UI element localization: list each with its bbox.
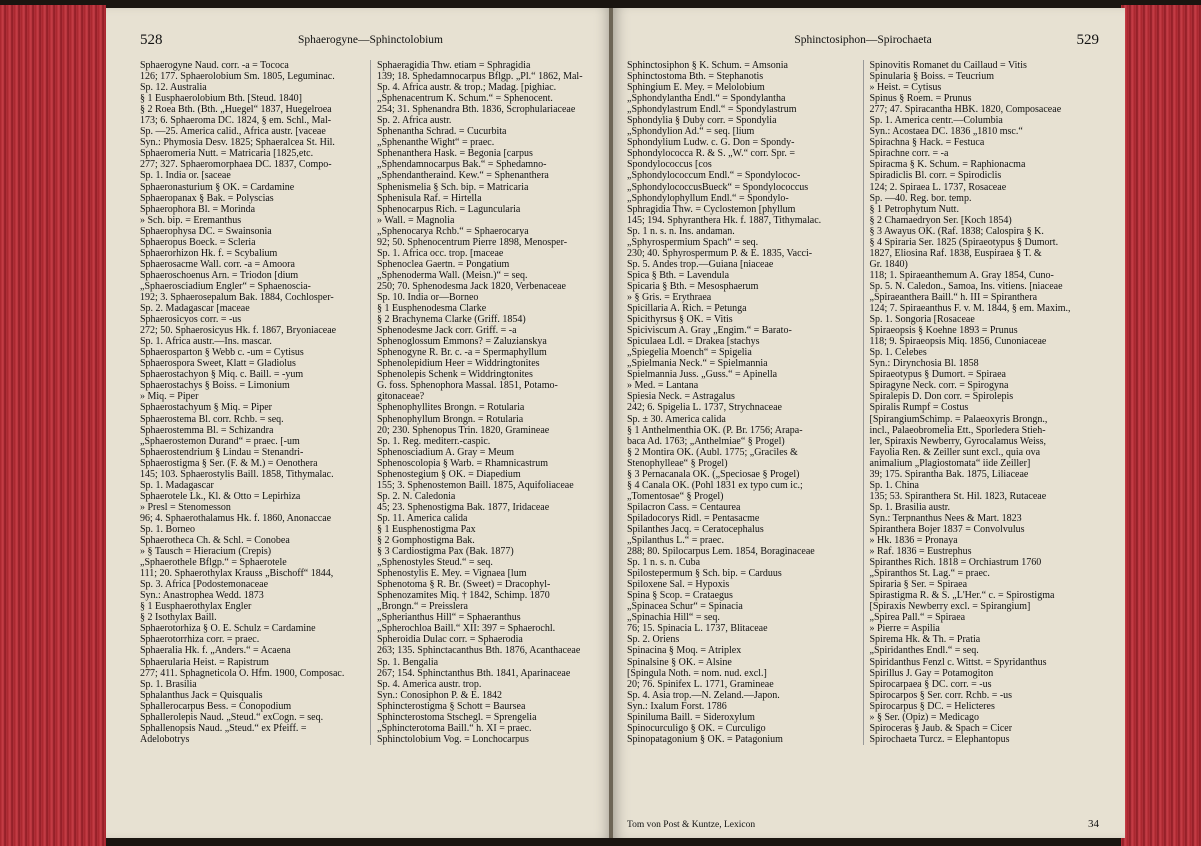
entry-line: 145; 194. Sphyranthera Hk. f. 1887, Tithymalac. bbox=[627, 214, 822, 226]
entry-line: 135; 53. Spiranthera St. Hil. 1823, Rutaceae bbox=[869, 490, 1047, 502]
entry-line: 139; 18. Sphedamnocarpus Bflgp. „Pl.“ 1862, Mal- bbox=[377, 71, 583, 83]
entry-line: Spiranthera Bojer 1837 = Convolvulus bbox=[869, 523, 1025, 535]
entry-line: Spirillus J. Gay = Potamogiton bbox=[869, 667, 994, 679]
entry-line: Sphinctostoma Bth. = Stephanotis bbox=[627, 71, 764, 83]
entry-line: Sphenosciadium A. Gray = Meum bbox=[377, 446, 515, 458]
entry-line: Syn.: Anastrophea Wedd. 1873 bbox=[140, 590, 264, 602]
entry-line: Spicillaria A. Rich. = Petunga bbox=[627, 303, 747, 315]
entry-line: Sphaerotheca Ch. & Schl. = Conobea bbox=[140, 535, 290, 547]
entry-line: Sphaeroschoenus Arn. = Triodon [dium bbox=[140, 269, 299, 281]
left-page-number: 528 bbox=[140, 32, 163, 48]
entry-line: „Brongn.“ = Preisslera bbox=[377, 601, 468, 613]
entry-line: Sphenismelia § Sch. bip. = Matricaria bbox=[377, 181, 529, 193]
entry-line: Sphaerotorrhiza corr. = praec. bbox=[140, 634, 260, 646]
entry-line: Sphaerorhizon Hk. f. = Scybalium bbox=[140, 247, 278, 259]
entry-line: Sphenolepis Schenk = Widdringtonites bbox=[377, 369, 533, 381]
entry-line: » Sch. bip. = Eremanthus bbox=[140, 214, 242, 226]
entry-line: Sp. 2. N. Caledonia bbox=[377, 490, 456, 502]
entry-line: 250; 70. Sphenodesma Jack 1820, Verbenaceae bbox=[377, 280, 566, 292]
entry-line: Sphenostylis E. Mey. = Vignaea [lum bbox=[377, 568, 527, 580]
entry-line: Spiralis Rumpf = Costus bbox=[869, 402, 969, 414]
entry-line: Spiradiclis Bl. corr. = Spirodiclis bbox=[869, 170, 1002, 182]
entry-line: Fayolia Ren. & Zeiller sunt excl., quia ova bbox=[869, 446, 1041, 458]
entry-line: Sphenocarpus Rich. = Laguncularia bbox=[377, 203, 521, 215]
entry-line: Spiciviscum A. Gray „Engim.“ = Barato- bbox=[627, 325, 792, 337]
entry-line: animalium „Plagiostomata“ iide Zeiller] bbox=[869, 457, 1031, 469]
entry-line: Sp. 12. Australia bbox=[140, 82, 207, 94]
entry-line: „Sphaerothele Bflgp.“ = Sphaerotele bbox=[140, 557, 287, 569]
entry-line: Spiranthes Rich. 1818 = Orchiastrum 1760 bbox=[869, 557, 1042, 569]
entry-line: Sphaerosparton § Webb c. -um = Cytisus bbox=[140, 347, 304, 359]
entry-line: 96; 4. Sphaerothalamus Hk. f. 1860, Anonaccae bbox=[140, 512, 332, 524]
entry-line: „Sphenoderma Wall. (Meisn.)“ = seq. bbox=[377, 269, 528, 281]
signature-mark: 34 bbox=[1088, 818, 1099, 830]
entry-line: Sp. 1. Brasilia bbox=[140, 678, 197, 690]
entry-line: „Sphenostyles Steud.“ = seq. bbox=[377, 557, 493, 569]
entry-line: Sp. ± 30. America calida bbox=[627, 413, 726, 425]
entry-line: „Spilanthus L.“ = praec. bbox=[627, 535, 724, 547]
entry-line: „Spinacea Schur“ = Spinacia bbox=[627, 601, 743, 613]
entry-line: § 4 Canala OK. (Pohl 1831 ex typo cum ic.; bbox=[627, 479, 803, 491]
entry-line: Sphaerostachyon § Miq. c. Baill. = -yum bbox=[140, 369, 304, 381]
entry-line: Sp. 1. Bengalia bbox=[377, 656, 439, 668]
entry-line: „Spielmania Neck.“ = Spielmannia bbox=[627, 358, 768, 370]
entry-line: § 1 Petrophytum Nutt. bbox=[869, 203, 959, 215]
entry-line: 277; 411. Sphagneticola O. Hfm. 1900, Composac. bbox=[140, 667, 345, 679]
entry-line: Spinus § Roem. = Prunus bbox=[869, 93, 972, 105]
entry-line: Spicithyrsus § OK. = Vitis bbox=[627, 314, 733, 326]
entry-line: [Spingula Noth. = nom. nud. excl.] bbox=[627, 667, 767, 679]
entry-line: 20; 230. Sphenopus Trin. 1820, Gramineae bbox=[377, 424, 550, 436]
entry-line: „Sphaerosciadium Engler“ = Sphaenoscia- bbox=[140, 280, 311, 292]
entry-line: „Tomentosae“ § Progel) bbox=[627, 490, 724, 502]
entry-line: gitonaceae? bbox=[377, 391, 425, 403]
entry-line: § 4 Spiraria Ser. 1825 (Spiraeotypus § Dumort. bbox=[869, 236, 1059, 248]
entry-line: Sphaerosicyos corr. = -us bbox=[140, 314, 242, 326]
entry-line: Sphaerostachys § Boiss. = Limonium bbox=[140, 380, 290, 392]
entry-line: Sphallenopsis Naud. „Steud.“ ex Pfeiff. = bbox=[140, 722, 307, 734]
entry-line: „Spinachia Hill“ = seq. bbox=[627, 612, 720, 624]
entry-line: Syn.: Phymosia Desv. 1825; Sphaeralcea St. Hil. bbox=[140, 137, 335, 149]
entry-line: Sp. 5. Andes trop.—Guiana [niaceae bbox=[627, 258, 774, 270]
entry-line: Sphenostegium § OK. = Diapedium bbox=[377, 468, 521, 480]
entry-line: Sphenophyllites Brongn. = Rotularia bbox=[377, 402, 525, 414]
entry-line: „Spiridanthes Endl.“ = seq. bbox=[869, 645, 979, 657]
entry-line: § 2 Brachynema Clarke (Griff. 1854) bbox=[377, 314, 526, 326]
entry-line: § 1 Eusphaerothylax Engler bbox=[140, 601, 252, 613]
entry-line: Spiniluma Baill. = Sideroxylum bbox=[627, 711, 755, 723]
entry-line: „Sphendamnocarpus Bak.“ = Sphedamno- bbox=[377, 159, 547, 171]
entry-line: Syn.: Acostaea DC. 1836 „1810 msc.“ bbox=[869, 126, 1023, 138]
entry-line: Spirocarpus § DC. = Helicteres bbox=[869, 700, 995, 712]
entry-line: „Sphondylantha Endl.“ = Spondylantha bbox=[627, 93, 786, 105]
entry-line: Sp. 2. Madagascar [maceae bbox=[140, 303, 250, 315]
entry-line: » § Ser. (Opiz) = Medicago bbox=[869, 711, 980, 723]
entry-line: Sphallerocarpus Bess. = Conopodium bbox=[140, 700, 292, 712]
entry-line: Sphallerolepis Naud. „Steud.“ exCogn. = seq. bbox=[140, 711, 324, 723]
entry-line: Sphaerularia Heist. = Rapistrum bbox=[140, 656, 269, 668]
entry-line: § 2 Gomphostigma Bak. bbox=[377, 535, 475, 547]
entry-line: Sphenoscolopia § Warb. = Rhamnicastrum bbox=[377, 457, 549, 469]
entry-line: Sp. 1. Africa austr.—Ins. mascar. bbox=[140, 336, 272, 348]
entry-line: Sp. 1. Brasilia austr. bbox=[869, 501, 951, 513]
entry-line: » § Gris. = Erythraea bbox=[627, 291, 712, 303]
entry-line: Sp. 1. Celebes bbox=[869, 347, 927, 359]
left-column-2 bbox=[370, 60, 601, 745]
entry-line: Spirema Hk. & Th. = Pratia bbox=[869, 634, 981, 646]
book-edge-left bbox=[0, 5, 106, 846]
entry-line: 126; 177. Sphaerolobium Sm. 1805, Leguminac. bbox=[140, 71, 335, 83]
entry-line: Sp. 1. Borneo bbox=[140, 523, 195, 535]
entry-line: 111; 20. Sphaerothylax Krauss „Bischoff“ 1844, bbox=[140, 568, 334, 580]
footer-imprint: Tom von Post & Kuntze, Lexicon bbox=[627, 820, 756, 830]
entry-line: Spheroidia Dulac corr. = Sphaerodia bbox=[377, 634, 523, 646]
entry-line: G. foss. Sphenophora Massal. 1851, Potamo- bbox=[377, 380, 558, 392]
entry-line: „Sphaerostemon Durand“ = praec. [-um bbox=[140, 435, 300, 447]
entry-line: 263; 135. Sphinctacanthus Bth. 1876, Acanthaceae bbox=[377, 645, 581, 657]
entry-line: Spina § Scop. = Crataegus bbox=[627, 590, 733, 602]
entry-line: Spiraeopsis § Koehne 1893 = Prunus bbox=[869, 325, 1018, 337]
entry-line: Sphenisula Raf. = Hirtella bbox=[377, 192, 482, 204]
entry-line: 272; 50. Sphaerosicyus Hk. f. 1867, Bryoniaceae bbox=[140, 325, 337, 337]
entry-line: § 2 Montira OK. (Aubl. 1775; „Graciles & bbox=[627, 446, 798, 458]
entry-line: Sp. 4. Africa austr. & trop.; Madag. [pighiac. bbox=[377, 82, 557, 94]
entry-line: „Spherochloa Baill.“ XII: 397 = Sphaerochl. bbox=[377, 623, 556, 635]
entry-line: Sphaeragidia Thw. etiam = Sphragidia bbox=[377, 60, 531, 71]
entry-line: » Heist. = Cytisus bbox=[869, 82, 942, 94]
entry-line: Sphenogyne R. Br. c. -a = Spermaphyllum bbox=[377, 347, 547, 359]
entry-line: „Spherianthus Hill“ = Sphaeranthus bbox=[377, 612, 521, 624]
left-page bbox=[106, 8, 611, 838]
entry-line: „Sphondylion Ad.“ = seq. [lium bbox=[627, 126, 755, 138]
entry-line: » § Tausch = Hieracium (Crepis) bbox=[140, 546, 272, 558]
entry-line: baca Ad. 1763; „Anthelmiae“ § Progel) bbox=[627, 435, 785, 447]
entry-line: Sphondylium Ludw. c. G. Don = Spondy- bbox=[627, 137, 795, 149]
entry-line: Sphaerophysa DC. = Swainsonia bbox=[140, 225, 272, 237]
entry-line: » Pierre = Aspilia bbox=[869, 623, 940, 635]
entry-line: Sphaeromeria Nutt. = Matricaria [1825,etc. bbox=[140, 148, 314, 160]
entry-line: „SphondylococcusBueck“ = Spondylococcus bbox=[627, 181, 809, 193]
entry-line: » Med. = Lantana bbox=[627, 380, 699, 392]
entry-line: Sp. 5. N. Caledon., Samoa, Ins. vitiens. [niaceae bbox=[869, 280, 1063, 292]
entry-line: Spirocarpos § Ser. corr. Rchb. = -us bbox=[869, 689, 1013, 701]
entry-line: 230; 40. Sphyrospermum P. & E. 1835, Vacci- bbox=[627, 247, 813, 259]
entry-line: Sphaeronasturium § OK. = Cardamine bbox=[140, 181, 295, 193]
entry-line: Spiculaea Ldl. = Drakea [stachys bbox=[627, 336, 760, 348]
entry-line: Sp. 3. Africa [Podostemonaceae bbox=[140, 579, 269, 591]
entry-line: 173; 6. Sphaeroma DC. 1824, § em. Schl., Mal- bbox=[140, 115, 332, 127]
entry-line: Sphinctosiphon § K. Schum. = Amsonia bbox=[627, 60, 788, 71]
entry-line: Stenophylleae“ § Progel) bbox=[627, 457, 728, 469]
entry-line: § 2 Roea Bth. (Bth. „Huegel“ 1837, Huegelroea bbox=[140, 104, 332, 116]
entry-line: „Spiegelia Moench“ = Spigelia bbox=[627, 347, 752, 359]
entry-line: Spica § Bth. = Lavendula bbox=[627, 269, 730, 281]
entry-line: Spicaria § Bth. = Mesosphaerum bbox=[627, 280, 759, 292]
entry-line: § 1 Eusphenostigma Pax bbox=[377, 523, 476, 535]
entry-line: Sphaerostema Bl. corr. Rchb. = seq. bbox=[140, 413, 284, 425]
entry-line: Adelobotrys bbox=[140, 733, 190, 745]
entry-line: Spirochaeta Turcz. = Elephantopus bbox=[869, 733, 1010, 745]
entry-line: 76; 15. Spinacia L. 1737, Blitaceae bbox=[627, 623, 768, 635]
entry-line: Spiraeotypus § Dumort. = Spiraea bbox=[869, 369, 1006, 381]
entry-line: 1827, Eliosina Raf. 1838, Euspiraea § T. & bbox=[869, 247, 1042, 259]
entry-line: § 2 Isothylax Baill. bbox=[140, 612, 217, 624]
entry-line: » Presl = Stenomesson bbox=[140, 501, 231, 513]
entry-line: Spiloxene Sal. = Hypoxis bbox=[627, 579, 730, 591]
entry-line: 277; 47. Spiracantha HBK. 1820, Composaceae bbox=[869, 104, 1062, 116]
entry-line: Sp. 11. America calida bbox=[377, 512, 468, 524]
entry-line: Sphaeralia Hk. f. „Anders.“ = Acaena bbox=[140, 645, 291, 657]
entry-line: § 3 Pernacanala OK. („Speciosae § Progel) bbox=[627, 468, 800, 480]
entry-line: Spiladocorys Ridl. = Pentasacme bbox=[627, 512, 760, 524]
entry-line: Sp. 1. China bbox=[869, 479, 919, 491]
entry-line: Sphaeropus Boeck. = Scleria bbox=[140, 236, 256, 248]
entry-line: Spinacina § Moq. = Atriplex bbox=[627, 645, 742, 657]
entry-line: „Spiraeanthera Baill.“ h. III = Spiranthera bbox=[869, 291, 1038, 303]
entry-line: 20; 76. Spinifex L. 1771, Gramineae bbox=[627, 678, 774, 690]
entry-line: Sphenozamites Miq. † 1842, Schimp. 1870 bbox=[377, 590, 550, 602]
entry-line: Syn.: Conosiphon P. & E. 1842 bbox=[377, 689, 503, 701]
entry-line: Sphenolepidium Heer = Widdringtonites bbox=[377, 358, 540, 370]
entry-line: Sphenoclea Gaertn. = Pongatium bbox=[377, 258, 510, 270]
entry-line: Sp. 2. Oriens bbox=[627, 634, 680, 646]
entry-line: Spilacron Cass. = Centaurea bbox=[627, 501, 741, 513]
entry-line: Sp. 1. Africa occ. trop. [maceae bbox=[377, 247, 504, 259]
entry-line: ler, Spiraxis Newberry, Gyrocalamus Weiss, bbox=[869, 435, 1047, 447]
book-edge-right bbox=[1121, 5, 1201, 846]
left-column-1 bbox=[140, 60, 364, 745]
entry-line: Sphenodesme Jack corr. Griff. = -a bbox=[377, 325, 517, 337]
entry-line: Spinocurculigo § OK. = Curculigo bbox=[627, 722, 766, 734]
entry-line: Spiragyne Neck. corr. = Spirogyna bbox=[869, 380, 1009, 392]
entry-line: § 2 Chamaedryon Ser. [Koch 1854) bbox=[869, 214, 1012, 226]
entry-line: [SpirangiumSchimp. = Palaeoxyris Brongn., bbox=[869, 413, 1048, 425]
entry-line: Spinopatagonium § OK. = Patagonium bbox=[627, 733, 783, 745]
entry-line: 118; 9. Spiraeopsis Miq. 1856, Cunoniaceae bbox=[869, 336, 1047, 348]
entry-line: Sp. 1 n. s. n. Ins. andaman. bbox=[627, 225, 735, 237]
entry-line: 145; 103. Sphaerostylis Baill. 1858, Tithymalac. bbox=[140, 468, 334, 480]
entry-line: Sphondylia § Duby corr. = Spondylia bbox=[627, 115, 777, 127]
entry-line: 39; 175. Spirantha Bak. 1875, Liliaceae bbox=[869, 468, 1029, 480]
entry-line: Spondylococcus [cos bbox=[627, 159, 712, 171]
entry-line: Sphaerotele Lk., Kl. & Otto = Lepirhiza bbox=[140, 490, 301, 502]
entry-line: „Sphenocarya Rchb.“ = Sphaerocarya bbox=[377, 225, 529, 237]
right-page bbox=[613, 8, 1125, 838]
entry-line: Syn.: Dirynchosia Bl. 1858 bbox=[869, 358, 979, 370]
right-page-header bbox=[627, 32, 1099, 54]
entry-line: » Wall. = Magnolia bbox=[377, 214, 455, 226]
right-column-1 bbox=[627, 60, 857, 745]
entry-line: Sphaerophora Bl. = Morinda bbox=[140, 203, 256, 215]
entry-line: 254; 31. Sphenandra Bth. 1836, Scrophulariaceae bbox=[377, 104, 576, 116]
entry-line: Spiraria § Ser. = Spiraea bbox=[869, 579, 968, 591]
entry-line: Sp. 4. Asia trop.—N. Zeland.—Japon. bbox=[627, 689, 780, 701]
entry-line: Sphenotoma § R. Br. (Sweet) = Dracophyl- bbox=[377, 579, 551, 591]
entry-line: 45; 23. Sphenostigma Bak. 1877, Iridaceae bbox=[377, 501, 550, 513]
entry-line: 118; 1. Spiraeanthemum A. Gray 1854, Cuno- bbox=[869, 269, 1054, 281]
entry-line: Sphalanthus Jack = Quisqualis bbox=[140, 689, 263, 701]
entry-line: Sphragidia Thw. = Cyclostemon [phyllum bbox=[627, 203, 796, 215]
entry-line: 124; 2. Spiraea L. 1737, Rosaceae bbox=[869, 181, 1007, 193]
entry-line: Sp. 1. Reg. mediterr.-caspic. bbox=[377, 435, 491, 447]
entry-line: 267; 154. Sphinctanthus Bth. 1841, Aparinaceae bbox=[377, 667, 571, 679]
entry-line: § 3 Awayus OK. (Raf. 1838; Calospira § K. bbox=[869, 225, 1044, 237]
entry-line: § 1 Anthelmenthia OK. (P. Br. 1756; Arapa- bbox=[627, 424, 803, 436]
entry-line: 192; 3. Sphaerosepalum Bak. 1884, Cochlosper- bbox=[140, 291, 334, 303]
entry-line: Sphingium E. Mey. = Melolobium bbox=[627, 82, 765, 94]
entry-line: Syn.: Terpnanthus Nees & Mart. 1823 bbox=[869, 512, 1022, 524]
entry-line: Sp. 1. India or. [saceae bbox=[140, 170, 231, 182]
entry-line: Sp. 1 n. s. n. Cuba bbox=[627, 557, 701, 569]
entry-line: Sphenoglossum Emmons? = Zaluzianskya bbox=[377, 336, 547, 348]
entry-line: Spinularia § Boiss. = Teucrium bbox=[869, 71, 994, 83]
entry-line: „Sphondylococcum Endl.“ = Spondylococ- bbox=[627, 170, 801, 182]
entry-line: Spirachne corr. = -a bbox=[869, 148, 949, 160]
entry-line: Sphaerospora Sweet, Klatt = Gladiolus bbox=[140, 358, 296, 370]
entry-line: § 1 Eusphenodesma Clarke bbox=[377, 303, 487, 315]
entry-line: 277; 327. Sphaeromorphaea DC. 1837, Compo- bbox=[140, 159, 332, 171]
entry-line: „Sphenanthe Wight“ = praec. bbox=[377, 137, 495, 149]
entry-line: Sp. 4. America austr. trop. bbox=[377, 678, 482, 690]
entry-line: Sphaerostendrium § Lindau = Stenandri- bbox=[140, 446, 304, 458]
entry-line: Sphaerotorhiza § O. E. Schulz = Cardamine bbox=[140, 623, 316, 635]
entry-line: „Sphyrospermium Spach“ = seq. bbox=[627, 236, 759, 248]
page-footer bbox=[627, 820, 1099, 830]
left-page-header bbox=[140, 32, 601, 54]
entry-line: Sphincterostigma § Schott = Baursea bbox=[377, 700, 526, 712]
entry-line: Sphondylococca R. & S. „W.“ corr. Spr. = bbox=[627, 148, 796, 160]
entry-line: Sp. —25. America calid., Africa austr. [vaceae bbox=[140, 126, 326, 138]
entry-line: Sp. 1. Madagascar bbox=[140, 479, 214, 491]
entry-line: Syn.: Ixalum Forst. 1786 bbox=[627, 700, 727, 712]
entry-line: Sp. —40. Reg. bor. temp. bbox=[869, 192, 972, 204]
entry-line: „Spirea Pall.“ = Spiraea bbox=[869, 612, 966, 624]
entry-line: Sp. 1. Songoria [Rosaceae bbox=[869, 314, 975, 326]
entry-line: Spinovitis Romanet du Caillaud = Vitis bbox=[869, 60, 1027, 71]
entry-line: 242; 6. Spigelia L. 1737, Strychnaceae bbox=[627, 402, 782, 414]
entry-line: Sphaerostemma Bl. = Schizandra bbox=[140, 424, 274, 436]
entry-line: Gr. 1840) bbox=[869, 258, 908, 270]
entry-line: Spirachna § Hack. = Festuca bbox=[869, 137, 985, 149]
right-page-number: 529 bbox=[1076, 32, 1099, 48]
right-page-running-title: Sphinctosiphon—Spirochaeta bbox=[794, 34, 932, 46]
entry-line: Sphinctolobium Vog. = Lonchocarpus bbox=[377, 733, 529, 745]
entry-line: » Miq. = Piper bbox=[140, 391, 199, 403]
entry-line: Sphenanthera Hask. = Begonia [carpus bbox=[377, 148, 533, 160]
entry-line: Spirastigma R. & S. „L'Her.“ c. = Spirostigma bbox=[869, 590, 1055, 602]
entry-line: „Sphincterotoma Baill.“ h. XI = praec. bbox=[377, 722, 532, 734]
entry-line: » Raf. 1836 = Eustrephus bbox=[869, 546, 972, 558]
entry-line: „Sphendantheraind. Kew.“ = Sphenanthera bbox=[377, 170, 549, 182]
entry-line: Spirocarpaea § DC. corr. = -us bbox=[869, 678, 992, 690]
entry-line: Spiridanthus Fenzl c. Wittst. = Spyridanthus bbox=[869, 656, 1047, 668]
entry-line: Spiesia Neck. = Astragalus bbox=[627, 391, 735, 403]
entry-line: Spiracma § K. Schum. = Raphionacma bbox=[869, 159, 1026, 171]
entry-line: Sp. 1. America centr.—Columbia bbox=[869, 115, 1003, 127]
entry-line: Sphaerostachyum § Miq. = Piper bbox=[140, 402, 273, 414]
entry-line: Sphenophyllum Brongn. = Rotularia bbox=[377, 413, 524, 425]
entry-line: Sphaerogyne Naud. corr. -a = Tococa bbox=[140, 60, 289, 71]
entry-line: Spielmannia Juss. „Guss.“ = Apinella bbox=[627, 369, 778, 381]
entry-line: „Sphondylophyllum Endl.“ = Spondylo- bbox=[627, 192, 789, 204]
entry-line: » Hk. 1836 = Pronaya bbox=[869, 535, 958, 547]
right-column-2 bbox=[863, 60, 1100, 745]
entry-line: Spiroceras § Jaub. & Spach = Cicer bbox=[869, 722, 1013, 734]
entry-line: [Spiraxis Newberry excl. = Spirangium] bbox=[869, 601, 1031, 613]
entry-line: Sphaerosacme Wall. corr. -a = Amoora bbox=[140, 258, 295, 270]
entry-line: 92; 50. Sphenocentrum Pierre 1898, Menosper- bbox=[377, 236, 568, 248]
entry-line: Sphaerostigma § Ser. (F. & M.) = Oenothera bbox=[140, 457, 318, 469]
entry-line: incl., Palaeobromelia Ett., Sporledera Stieh- bbox=[869, 424, 1046, 436]
entry-line: Sphaeropanax § Bak. = Polyscias bbox=[140, 192, 274, 204]
left-page-running-title: Sphaerogyne—Sphinctolobium bbox=[297, 34, 443, 46]
entry-line: „Sphenacentrum K. Schum.“ = Sphenocent. bbox=[377, 93, 553, 105]
entry-line: 155; 3. Sphenostemon Baill. 1875, Aquifoliaceae bbox=[377, 479, 574, 491]
entry-line: Spinalsine § OK. = Alsine bbox=[627, 656, 732, 668]
entry-line: „Spiranthos St. Lag.“ = praec. bbox=[869, 568, 990, 580]
entry-line: Sp. 10. India or—Borneo bbox=[377, 291, 479, 303]
entry-line: 124; 7. Spiraeanthus F. v. M. 1844, § em. Maxim., bbox=[869, 303, 1071, 315]
entry-line: Sphincterostoma Stschegl. = Sprengelia bbox=[377, 711, 537, 723]
entry-line: § 1 Eusphaerolobium Bth. [Steud. 1840] bbox=[140, 93, 302, 105]
entry-line: § 3 Cardiostigma Pax (Bak. 1877) bbox=[377, 546, 514, 558]
entry-line: 288; 80. Spilocarpus Lem. 1854, Boraginaceae bbox=[627, 546, 815, 558]
entry-line: Spilostepermum § Sch. bip. = Carduus bbox=[627, 568, 782, 580]
entry-line: Spilanthes Jacq. = Ceratocephalus bbox=[627, 523, 764, 535]
entry-line: Sphenantha Schrad. = Cucurbita bbox=[377, 126, 507, 138]
entry-line: „Sphondylastrum Endl.“ = Spondylastrum bbox=[627, 104, 797, 116]
entry-line: Sp. 2. Africa austr. bbox=[377, 115, 452, 127]
entry-line: Spiralepis D. Don corr. = Spirolepis bbox=[869, 391, 1014, 403]
